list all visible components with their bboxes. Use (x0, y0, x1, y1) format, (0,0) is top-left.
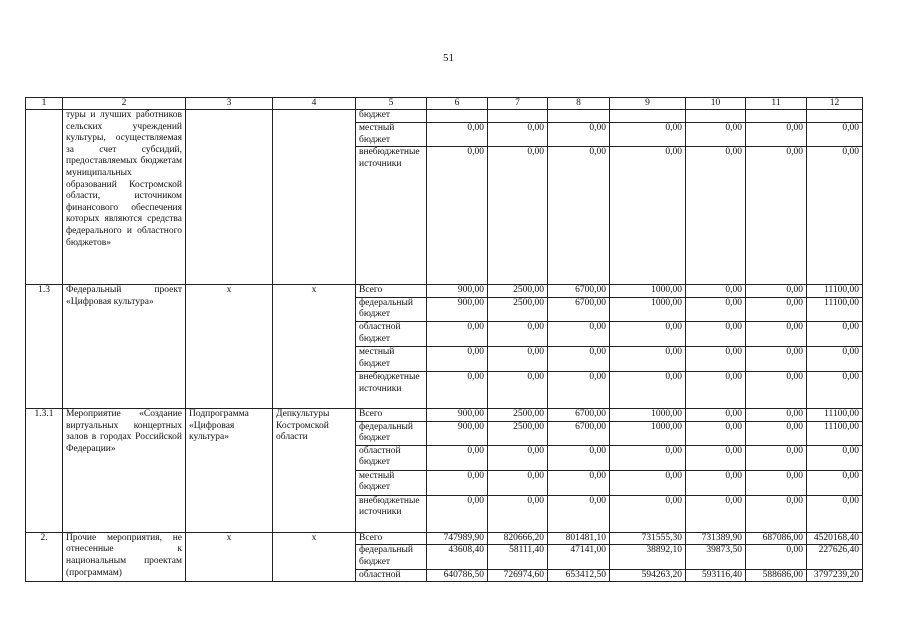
amount-cell (746, 110, 807, 123)
page-number: 51 (443, 52, 454, 64)
amount-cell: 0,00 (548, 495, 610, 532)
column-number: 2 (63, 98, 186, 110)
amount-cell: 731555,30 (610, 532, 686, 545)
amount-cell: 801481,10 (548, 532, 610, 545)
amount-cell: 6700,00 (548, 421, 610, 445)
funding-source: Всего (356, 408, 427, 421)
funding-source: Всего (356, 285, 427, 298)
amount-cell: 0,00 (427, 495, 488, 532)
amount-cell: 0,00 (427, 470, 488, 495)
funding-source: федеральный бюджет (356, 421, 427, 445)
amount-cell: 1000,00 (610, 285, 686, 298)
item-name: Федеральный проект «Цифровая культура» (63, 285, 186, 409)
amount-cell: 11100,00 (807, 297, 863, 321)
amount-cell: 6700,00 (548, 285, 610, 298)
amount-cell: 0,00 (746, 408, 807, 421)
amount-cell: 0,00 (746, 495, 807, 532)
item-name: туры и лучших работников сельских учреждений культуры, осуществляемая за счет субсидий, предоставляемых бюджетам муниципальных образований Костромской области, источником финансового обеспечения которых являются средства федерального и областного бюджетов» (63, 110, 186, 285)
amount-cell: 11100,00 (807, 408, 863, 421)
amount-cell (686, 110, 746, 123)
amount-cell: 2500,00 (488, 408, 548, 421)
amount-cell: 227626,40 (807, 545, 863, 569)
amount-cell: 747989,90 (427, 532, 488, 545)
amount-cell: 0,00 (548, 445, 610, 470)
amount-cell: 726974,60 (488, 569, 548, 582)
amount-cell: 0,00 (548, 147, 610, 285)
funding-source: внебюджетные источники (356, 371, 427, 408)
amount-cell: 588686,00 (746, 569, 807, 582)
column-number: 11 (746, 98, 807, 110)
amount-cell: 0,00 (427, 123, 488, 147)
table-row (26, 285, 863, 298)
amount-cell: 1000,00 (610, 408, 686, 421)
amount-cell: 594263,20 (610, 569, 686, 582)
amount-cell: 0,00 (686, 123, 746, 147)
amount-cell: 2500,00 (488, 285, 548, 298)
amount-cell: 0,00 (427, 321, 488, 346)
amount-cell: 0,00 (610, 346, 686, 371)
funding-source: областной (356, 569, 427, 582)
amount-cell: 0,00 (548, 346, 610, 371)
amount-cell: 0,00 (610, 470, 686, 495)
amount-cell: 900,00 (427, 421, 488, 445)
amount-cell: 0,00 (610, 371, 686, 408)
column-number: 4 (273, 98, 356, 110)
amount-cell: 0,00 (548, 123, 610, 147)
amount-cell: 0,00 (548, 321, 610, 346)
amount-cell: 0,00 (427, 346, 488, 371)
column-number: 7 (488, 98, 548, 110)
table-row (26, 408, 863, 421)
amount-cell: 0,00 (488, 495, 548, 532)
funding-source: внебюджетные источники (356, 147, 427, 285)
amount-cell: 4520168,40 (807, 532, 863, 545)
item-number: 1.3.1 (26, 408, 63, 532)
amount-cell: 0,00 (686, 371, 746, 408)
amount-cell: 0,00 (488, 470, 548, 495)
amount-cell: 900,00 (427, 408, 488, 421)
column-number: 3 (186, 98, 273, 110)
amount-cell: 0,00 (427, 371, 488, 408)
amount-cell (807, 110, 863, 123)
funding-source: внебюджетные источники (356, 495, 427, 532)
amount-cell: 0,00 (610, 321, 686, 346)
funding-source: местный бюджет (356, 123, 427, 147)
item-name: Прочие мероприятия, не отнесенные к национальным проектам (программам) (63, 532, 186, 581)
amount-cell: 640786,50 (427, 569, 488, 582)
funding-source: областной бюджет (356, 445, 427, 470)
amount-cell: 0,00 (686, 321, 746, 346)
amount-cell: 39873,50 (686, 545, 746, 569)
amount-cell: 0,00 (488, 321, 548, 346)
item-number: 1.3 (26, 285, 63, 409)
funding-source: бюджет (356, 110, 427, 123)
column-number: 10 (686, 98, 746, 110)
amount-cell: 0,00 (686, 421, 746, 445)
amount-cell: 1000,00 (610, 297, 686, 321)
amount-cell: 0,00 (686, 470, 746, 495)
amount-cell: 900,00 (427, 297, 488, 321)
amount-cell: 0,00 (686, 147, 746, 285)
amount-cell: 0,00 (488, 371, 548, 408)
table-row (26, 110, 863, 123)
column-number: 5 (356, 98, 427, 110)
amount-cell (427, 110, 488, 123)
amount-cell: 0,00 (746, 123, 807, 147)
amount-cell: 0,00 (746, 545, 807, 569)
amount-cell: 0,00 (807, 445, 863, 470)
amount-cell: 43608,40 (427, 545, 488, 569)
amount-cell: 0,00 (610, 123, 686, 147)
amount-cell: 900,00 (427, 285, 488, 298)
amount-cell: 0,00 (807, 346, 863, 371)
funding-source: Всего (356, 532, 427, 545)
responsible-executor (273, 110, 356, 285)
column-number: 12 (807, 98, 863, 110)
amount-cell: 0,00 (807, 321, 863, 346)
program-name: х (186, 532, 273, 581)
column-number: 9 (610, 98, 686, 110)
amount-cell: 820666,20 (488, 532, 548, 545)
amount-cell: 0,00 (610, 147, 686, 285)
amount-cell: 0,00 (488, 346, 548, 371)
amount-cell: 58111,40 (488, 545, 548, 569)
item-number (26, 110, 63, 285)
item-number: 2. (26, 532, 63, 581)
amount-cell: 0,00 (548, 371, 610, 408)
amount-cell (610, 110, 686, 123)
amount-cell: 1000,00 (610, 421, 686, 445)
budget-table (25, 97, 863, 582)
amount-cell: 0,00 (548, 470, 610, 495)
amount-cell: 11100,00 (807, 421, 863, 445)
amount-cell: 0,00 (488, 147, 548, 285)
amount-cell (548, 110, 610, 123)
amount-cell: 0,00 (746, 346, 807, 371)
amount-cell: 653412,50 (548, 569, 610, 582)
responsible-executor: х (273, 532, 356, 581)
amount-cell (488, 110, 548, 123)
amount-cell: 593116,40 (686, 569, 746, 582)
responsible-executor: х (273, 285, 356, 409)
amount-cell: 0,00 (686, 285, 746, 298)
amount-cell: 0,00 (746, 285, 807, 298)
funding-source: областной бюджет (356, 321, 427, 346)
amount-cell: 6700,00 (548, 297, 610, 321)
amount-cell: 0,00 (746, 371, 807, 408)
amount-cell: 0,00 (686, 495, 746, 532)
amount-cell: 0,00 (746, 297, 807, 321)
amount-cell: 0,00 (686, 445, 746, 470)
funding-source: местный бюджет (356, 346, 427, 371)
program-name: х (186, 285, 273, 409)
amount-cell: 0,00 (686, 297, 746, 321)
amount-cell: 0,00 (807, 371, 863, 408)
amount-cell: 0,00 (610, 495, 686, 532)
amount-cell: 0,00 (686, 408, 746, 421)
funding-source: местный бюджет (356, 470, 427, 495)
amount-cell: 0,00 (686, 346, 746, 371)
amount-cell: 0,00 (807, 147, 863, 285)
column-number: 8 (548, 98, 610, 110)
table-row (26, 532, 863, 545)
funding-source: федеральный бюджет (356, 297, 427, 321)
program-name: Подпрограмма «Цифровая культура» (186, 408, 273, 532)
amount-cell: 0,00 (427, 147, 488, 285)
column-number-row (26, 98, 863, 110)
amount-cell: 2500,00 (488, 297, 548, 321)
column-number: 6 (427, 98, 488, 110)
funding-source: федеральный бюджет (356, 545, 427, 569)
amount-cell: 0,00 (488, 123, 548, 147)
responsible-executor: Депкультуры Костромской области (273, 408, 356, 532)
item-name: Мероприятие «Создание виртуальных концертных залов в городах Российской Федерации» (63, 408, 186, 532)
amount-cell: 731389,90 (686, 532, 746, 545)
amount-cell: 0,00 (427, 445, 488, 470)
amount-cell: 0,00 (807, 123, 863, 147)
amount-cell: 0,00 (746, 147, 807, 285)
amount-cell: 687086,00 (746, 532, 807, 545)
amount-cell: 0,00 (488, 445, 548, 470)
amount-cell: 0,00 (746, 321, 807, 346)
amount-cell: 38892,10 (610, 545, 686, 569)
amount-cell: 0,00 (746, 470, 807, 495)
amount-cell: 0,00 (746, 421, 807, 445)
amount-cell: 0,00 (807, 495, 863, 532)
amount-cell: 11100,00 (807, 285, 863, 298)
amount-cell: 47141,00 (548, 545, 610, 569)
amount-cell: 0,00 (746, 445, 807, 470)
program-name (186, 110, 273, 285)
amount-cell: 6700,00 (548, 408, 610, 421)
column-number: 1 (26, 98, 63, 110)
amount-cell: 0,00 (610, 445, 686, 470)
amount-cell: 0,00 (807, 470, 863, 495)
amount-cell: 2500,00 (488, 421, 548, 445)
amount-cell: 3797239,20 (807, 569, 863, 582)
